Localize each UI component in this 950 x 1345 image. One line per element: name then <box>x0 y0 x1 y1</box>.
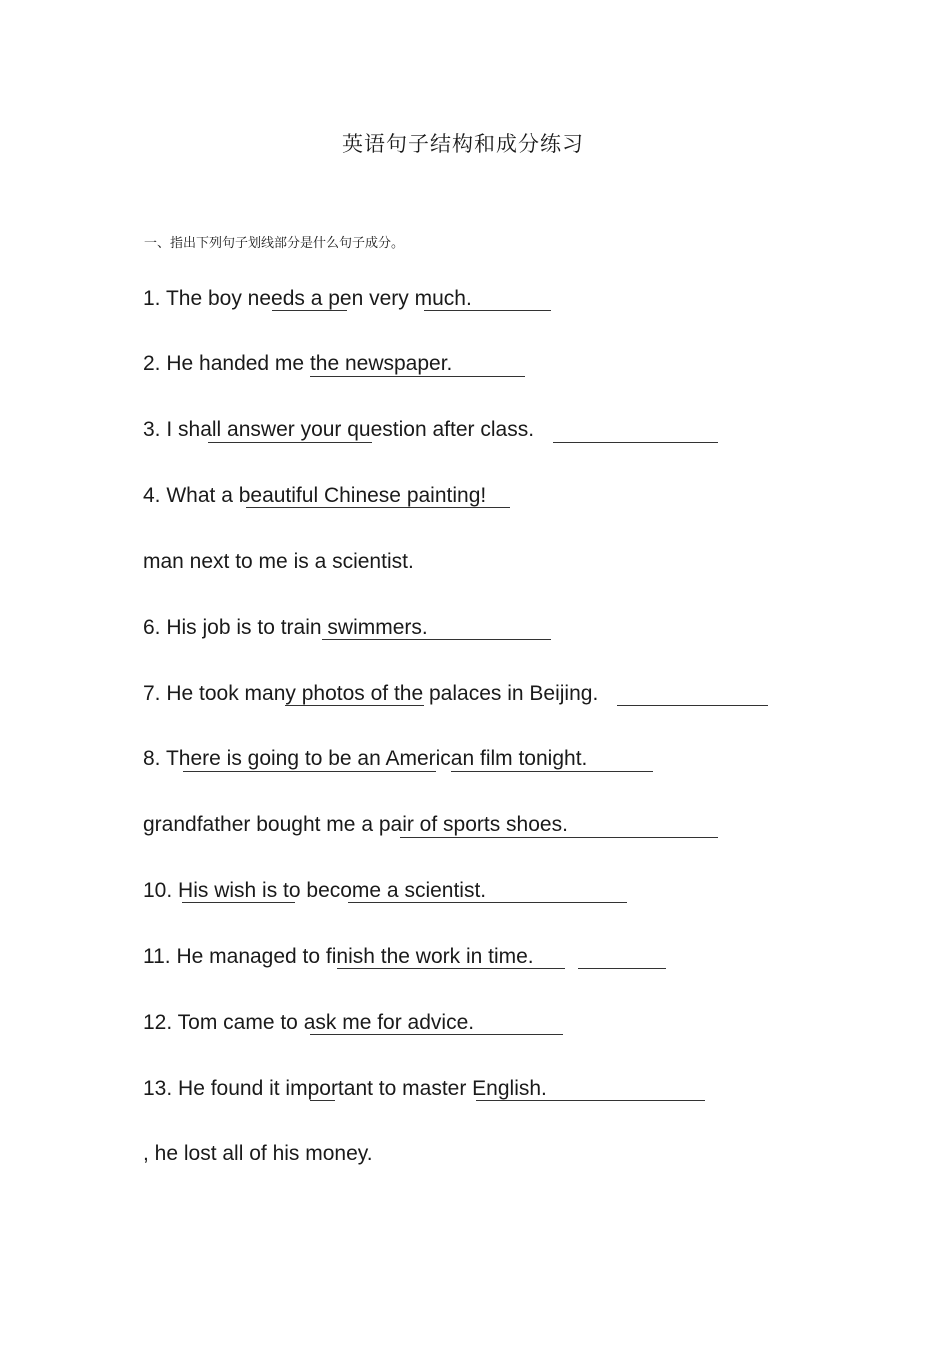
underline <box>424 310 551 311</box>
underline <box>337 968 565 969</box>
underline <box>272 310 347 311</box>
sentence-1: 1. The boy needs a pen very much. <box>143 287 472 310</box>
underline <box>553 442 718 443</box>
sentence-10: 10. His wish is to become a scientist. <box>143 879 487 902</box>
sentence-12: 12. Tom came to ask me for advice. <box>143 1011 475 1034</box>
underline <box>476 1100 705 1101</box>
underline <box>617 705 768 706</box>
underline <box>348 902 627 903</box>
underline <box>246 507 510 508</box>
underline <box>182 902 295 903</box>
sentence-14: , he lost all of his money. <box>143 1142 373 1165</box>
underline <box>285 705 424 706</box>
page-title: 英语句子结构和成分练习 <box>342 132 584 156</box>
underline <box>310 1100 335 1101</box>
sentence-11: 11. He managed to finish the work in time. <box>143 945 534 968</box>
sentence-8: 8. There is going to be an American film tonight. <box>143 747 588 770</box>
sentence-6: 6. His job is to train swimmers. <box>143 616 428 639</box>
underline <box>578 968 666 969</box>
underline <box>310 376 525 377</box>
underline <box>322 639 551 640</box>
underline <box>400 837 718 838</box>
sentence-13: 13. He found it important to master English. <box>143 1077 547 1100</box>
sentence-7: 7. He took many photos of the palaces in Beijing. <box>143 682 599 705</box>
sentence-4: 4. What a beautiful Chinese painting! <box>143 484 487 507</box>
sentence-9: grandfather bought me a pair of sports shoes. <box>143 813 568 836</box>
underline <box>208 442 372 443</box>
underline <box>183 771 436 772</box>
instruction-text: 一、指出下列句子划线部分是什么句子成分。 <box>144 236 405 251</box>
underline <box>451 771 653 772</box>
underline <box>310 1034 563 1035</box>
sentence-3: 3. I shall answer your question after class. <box>143 418 535 441</box>
sentence-5: man next to me is a scientist. <box>143 550 414 573</box>
sentence-2: 2. He handed me the newspaper. <box>143 352 453 375</box>
